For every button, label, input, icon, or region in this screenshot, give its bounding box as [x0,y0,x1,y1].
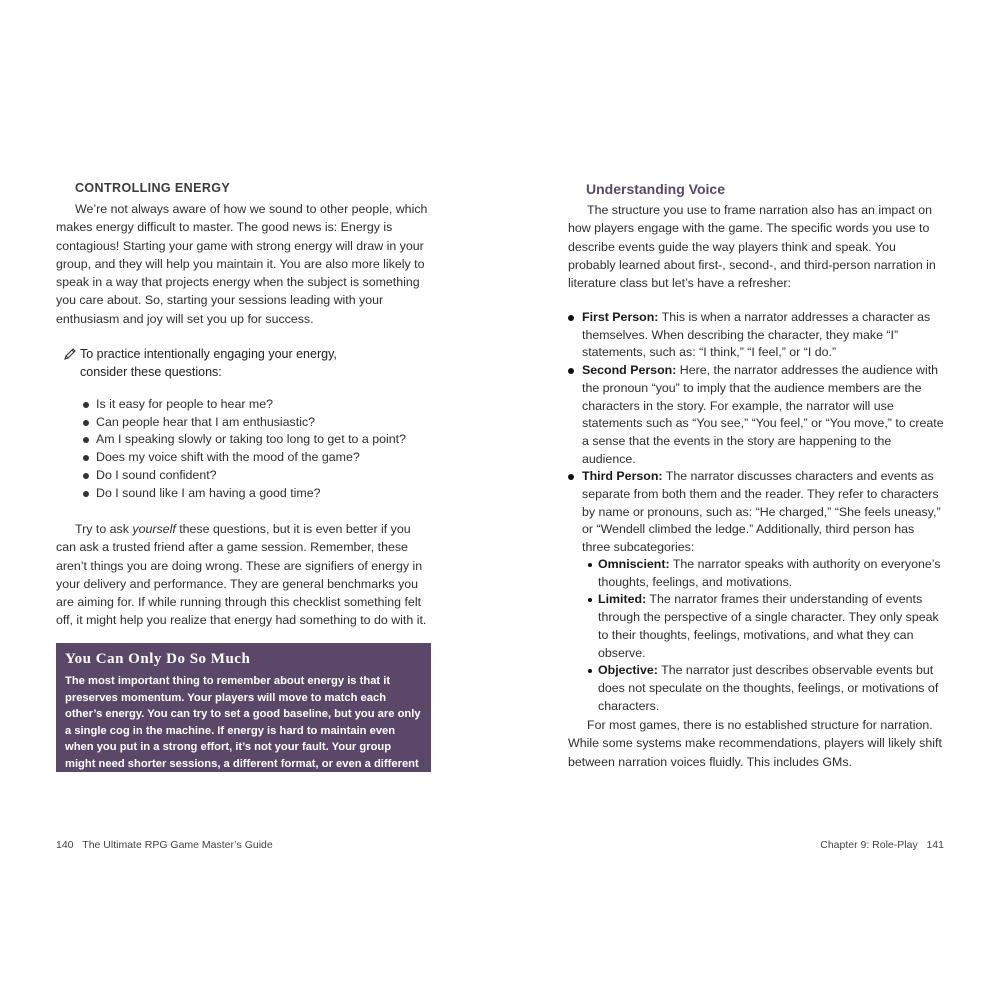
left-page [56,0,432,1000]
sidebar-body: The most important thing to remember about energy is that it preserves momentum. Your players will move to match each other’s energy. You can try to set a good baseline, but you are only a single cog in the machine. If energy is hard to maintain even when you put in a strong effort, it’s not your fault. Your group might need shorter sessions, a different format, or even a different game. [65,675,421,787]
list-item: Is it easy for people to hear me? [82,396,422,414]
footer-left [56,839,273,851]
footer-right [820,839,944,851]
bullet-icon [83,491,89,497]
list-item: Limited: The narrator frames their understanding of events through the perspective of a single character. They only speak to their thoughts, feelings, motivations, and what they can observe. [588,591,944,662]
list-item: Third Person: The narrator discusses characters and events as separate from both them and the reader. They refer to characters by name or pronouns, such as: “He charged,” “She feels uneasy,” or “Wendell climbed the ledge.” Additionally, third person has three subcategories: [568,468,944,557]
question-list [82,396,422,502]
right-page [568,0,944,1000]
list-item: Do I sound confident? [82,467,422,485]
bullet-icon [568,315,574,321]
bullet-icon [588,669,592,673]
list-item: Am I speaking slowly or taking too long to get to a point? [82,431,422,449]
bullet-icon [568,368,574,374]
prompt-line-1: To practice intentionally engaging your energy, [80,347,337,361]
bullet-icon [83,402,89,408]
paragraph-intro: The structure you use to frame narration also has an impact on how players engage with the game. The specific words you use to describe events guide the way players think and speak. You probably learned about first-, second-, and third-person narration in literature class but let’s have a refresher: [568,203,936,291]
section-heading: Understanding Voice [586,181,725,197]
sidebar-box [56,643,431,787]
bullet-icon [588,598,592,602]
paragraph-energy: We’re not always aware of how we sound to other people, which makes energy difficult to master. The good news is: Energy is contagious! Starting your game with strong energy will draw in your group, and they will help you maintain it. You are also more likely to speak in a way that projects energy when the subject is something you care about. So, starting your sessions leading with your enthusiasm and joy will set you up for success. [56,202,428,326]
list-item: Does my voice shift with the mood of the game? [82,449,422,467]
bullet-icon [83,420,89,426]
narration-list [568,309,944,557]
paragraph-closing: For most games, there is no established structure for narration. While some systems make recommendations, players will likely shift between narration voices fluidly. This includes GMs. [568,718,942,769]
third-person-subcategories [588,556,944,715]
list-item: Omniscient: The narrator speaks with authority on everyone’s thoughts, feelings, and motivations. [588,556,944,591]
page-number: 141 [926,839,944,851]
bullet-icon [83,473,89,479]
list-item: Can people hear that I am enthusiastic? [82,414,422,432]
paragraph-ask-yourself: Try to ask yourself these questions, but it is even better if you can ask a trusted friend after a game session. Remember, these aren’t things you are doing wrong. These are signifiers of energy in your delivery and performance. They are general benchmarks you are aiming for. If while running through this checklist something felt off, it might help you realize that energy had something to do with it. [56,522,427,628]
chapter-title: Chapter 9: Role-Play [820,839,918,851]
practice-prompt [62,345,402,381]
list-item: Second Person: Here, the narrator addresses the audience with the pronoun “you” to imply that the audience members are the characters in the story. For example, the narrator will use statements such as “You see,” “You feel,” or “You move,” to create a sense that the events in the story are happening to the audience. [568,362,944,468]
book-title: The Ultimate RPG Game Master’s Guide [82,839,273,851]
list-item: First Person: This is when a narrator addresses a character as themselves. When describing the character, they make “I” statements, such as: “I think,” “I feel,” or “I do.” [568,309,944,362]
bullet-icon [83,437,89,443]
prompt-line-2: consider these questions: [80,365,222,379]
sidebar-title: You Can Only Do So Much [65,651,251,667]
pencil-icon [62,346,78,362]
list-item: Objective: The narrator just describes observable events but does not speculate on the thoughts, feelings, or motivations of characters. [588,662,944,715]
section-heading: CONTROLLING ENERGY [75,181,231,195]
list-item: Do I sound like I am having a good time? [82,485,422,503]
page-number: 140 [56,839,74,851]
bullet-icon [83,455,89,461]
bullet-icon [588,563,592,567]
bullet-icon [568,474,574,480]
